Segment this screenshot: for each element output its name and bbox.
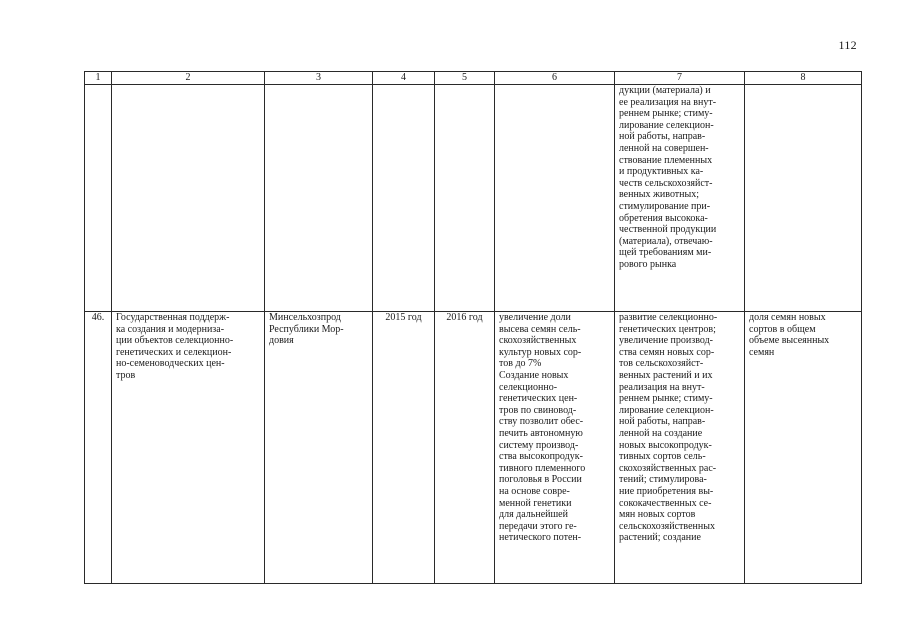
table-row-continuation xyxy=(85,85,862,312)
table-row-46 xyxy=(85,312,862,584)
table-header-row xyxy=(85,72,862,85)
column-number-header: 5 xyxy=(435,72,495,85)
cell-executor: Минсельхозпрод Республики Мор- довия xyxy=(265,312,373,584)
cell-consequences: развитие селекционно- генетических центров; увеличение производ- ства семян новых сор- тов сельскохозяйст- венных растений и их реализация на внут- реннем рынке; стиму- лирование селекцион- ной работы, направ- ленной на создание новых высокопродук- тивных сортов сель- скохозяйственных рас- тений; стимулирова- ние приобретения вы- сококачественных се- мян новых сортов сельскохозяйственных растений; создание xyxy=(615,312,745,584)
cell-indicator xyxy=(745,85,862,312)
cell-indicator: доля семян новых сортов в общем объеме высеянных семян xyxy=(745,312,862,584)
cell-measure xyxy=(112,85,265,312)
cell-consequences: дукции (материала) и ее реализация на внут- реннем рынке; стиму- лирование селекцион- ной работы, направ- ленной на совершен- ствование племенных и продуктивных ка- честв сельскохозяйст- венных животных; стимулирование при- обретения высокока- чественной продукции (материала), отвечаю- щей требованиям ми- рового рынка xyxy=(615,85,745,312)
measures-table xyxy=(84,71,862,584)
cell-start-year: 2015 год xyxy=(373,312,435,584)
cell-measure: Государственная поддерж- ка создания и модерниза- ции объектов селекционно- генетических и селекцион- но-семеноводческих цен- тров xyxy=(112,312,265,584)
column-number-header: 1 xyxy=(85,72,112,85)
page-number: 112 xyxy=(838,38,857,52)
cell-end-year: 2016 год xyxy=(435,312,495,584)
cell-executor xyxy=(265,85,373,312)
column-number-header: 6 xyxy=(495,72,615,85)
cell-number: 46. xyxy=(85,312,112,584)
column-number-header: 2 xyxy=(112,72,265,85)
column-number-header: 8 xyxy=(745,72,862,85)
cell-expected-result: увеличение доли высева семян сель- скохозяйственных культур новых сор- тов до 7% Создание новых селекционно- генетических цен- тров по свиновод- ству позволит обес- печить автономную систему производ- ства высокопродук- тивного племенного поголовья в России на основе совре- менной генетики для дальнейшей передачи этого ге- нетического потен- xyxy=(495,312,615,584)
cell-start-year xyxy=(373,85,435,312)
column-number-header: 7 xyxy=(615,72,745,85)
cell-number xyxy=(85,85,112,312)
cell-end-year xyxy=(435,85,495,312)
column-number-header: 4 xyxy=(373,72,435,85)
cell-expected-result xyxy=(495,85,615,312)
column-number-header: 3 xyxy=(265,72,373,85)
